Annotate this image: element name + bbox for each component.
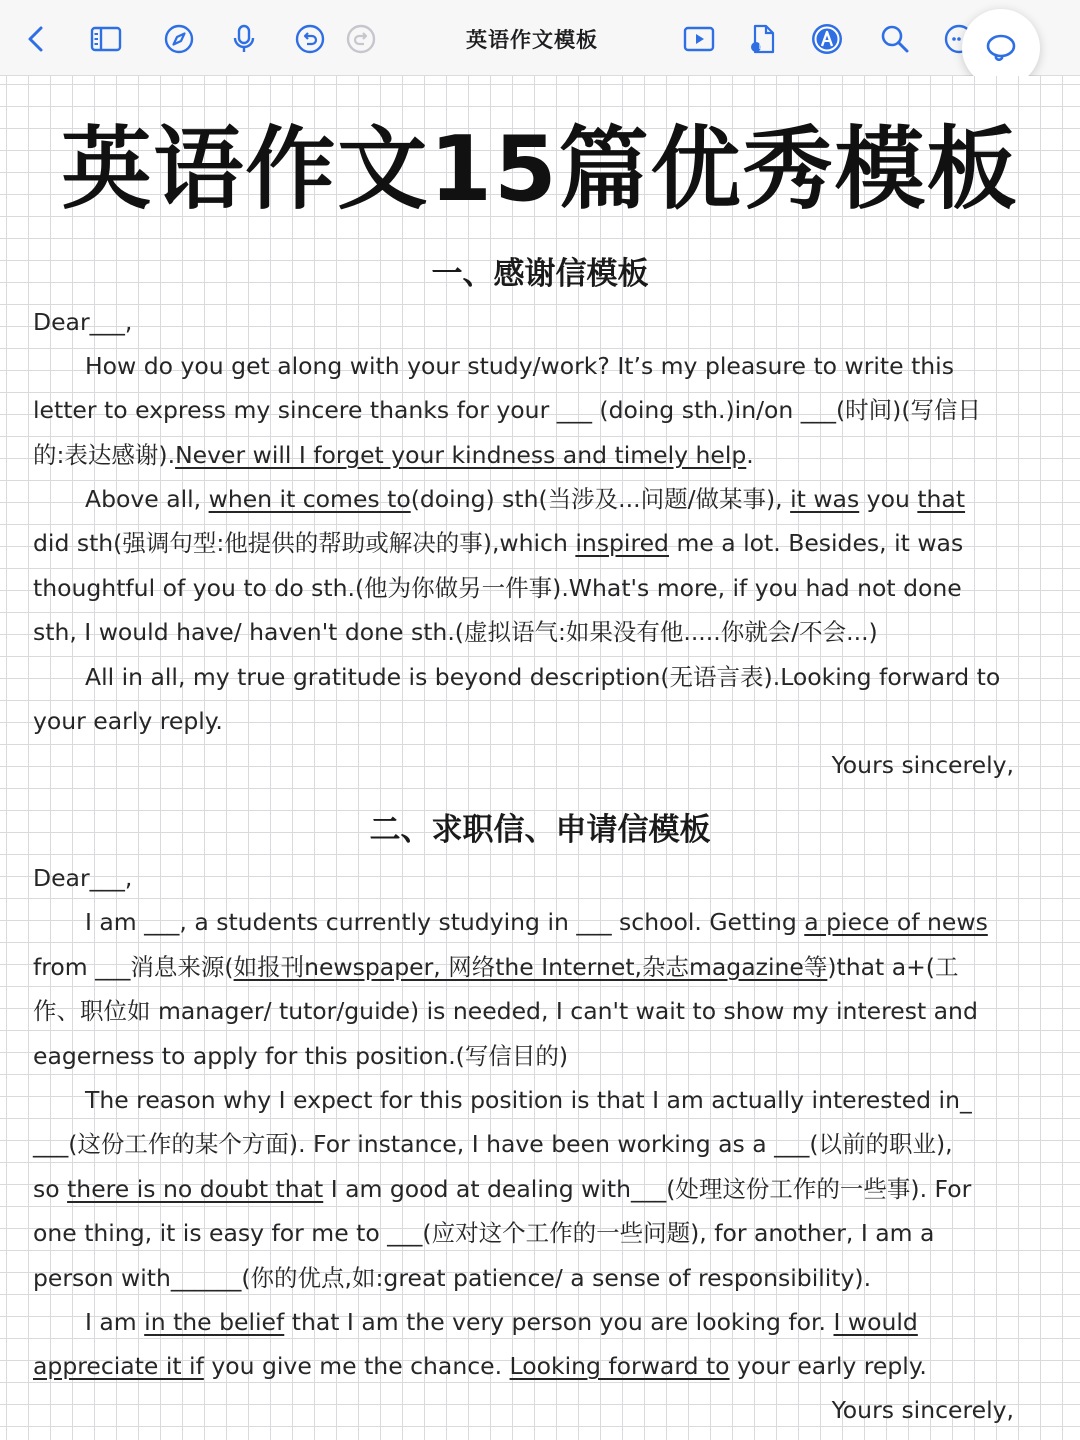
- underlined-phrase: 如报刊newspaper, 网络the Internet,杂志magazine等: [233, 953, 828, 981]
- underlined-phrase: inspired: [575, 529, 669, 557]
- text-span: so: [33, 1175, 68, 1203]
- text-line: [33, 440, 754, 470]
- text-span: that I am the very person you are looking for.: [284, 1308, 834, 1336]
- underlined-phrase: Looking forward to: [509, 1352, 730, 1380]
- text-line: your early reply.: [33, 707, 223, 735]
- toolbar: [0, 0, 1080, 76]
- underlined-phrase: I would: [833, 1308, 918, 1336]
- underlined-phrase: appreciate it if: [33, 1352, 204, 1380]
- text-span: you give me the chance.: [203, 1352, 510, 1380]
- document-page[interactable]: [0, 76, 1080, 1440]
- text-span: .: [746, 441, 754, 469]
- text-line: one thing, it is easy for me to ___(应对这个工作的一些问题), for another, I am a: [33, 1219, 935, 1247]
- text-span: your early reply.: [729, 1352, 927, 1380]
- underlined-phrase: when it comes to: [208, 485, 411, 513]
- text-line: The reason why I expect for this position is that I am actually interested in_: [85, 1086, 972, 1114]
- section-title-application: 二、求职信、申请信模板: [369, 812, 711, 848]
- text-line: [85, 484, 965, 514]
- text-span: I am: [85, 1308, 145, 1336]
- text-span: 的:表达感谢).: [33, 441, 176, 469]
- document-audio-icon[interactable]: [746, 22, 780, 56]
- text-span: Above all,: [85, 485, 209, 513]
- text-line: [85, 1307, 918, 1337]
- text-line: person with______(你的优点,如:great patience/ a sense of responsibility).: [33, 1264, 872, 1292]
- text-span: (doing) sth(当涉及...问题/做某事),: [410, 485, 791, 513]
- underlined-phrase: it was: [790, 485, 860, 513]
- text-span: you: [859, 485, 918, 513]
- pen-circle-icon[interactable]: [810, 22, 844, 56]
- microphone-icon[interactable]: [227, 22, 261, 56]
- text-line: [85, 907, 988, 937]
- text-span: did sth(强调句型:他提供的帮助或解决的事),which: [33, 529, 576, 557]
- signature: Yours sincerely,: [831, 751, 1014, 779]
- text-line: sth, I would have/ haven't done sth.(虚拟语气:如果没有他.....你就会/不会...): [33, 618, 878, 646]
- signature: Yours sincerely,: [831, 1396, 1014, 1424]
- text-span: me a lot. Besides, it was: [668, 529, 964, 557]
- text-line: thoughtful of you to do sth.(他为你做另一件事).What's more, if you had not done: [33, 574, 962, 602]
- underlined-phrase: that: [917, 485, 966, 513]
- text-line: All in all, my true gratitude is beyond description(无语言表).Looking forward to: [85, 663, 1001, 691]
- text-span: I am good at dealing with___(处理这份工作的一些事). For: [323, 1175, 972, 1203]
- play-icon[interactable]: [682, 22, 716, 56]
- underlined-phrase: there is no doubt that: [67, 1175, 324, 1203]
- underlined-phrase: Never will I forget your kindness and timely help: [175, 441, 747, 469]
- text-line: [33, 528, 963, 558]
- text-line: ___(这份工作的某个方面). For instance, I have been working as a ___(以前的职业),: [33, 1130, 953, 1158]
- text-line: letter to express my sincere thanks for your ___ (doing sth.)in/on ___(时间)(写信日: [33, 396, 982, 424]
- search-icon[interactable]: [878, 22, 912, 56]
- text-line: How do you get along with your study/work? It’s my pleasure to write this: [85, 352, 954, 380]
- text-line: [33, 1174, 971, 1204]
- document-title[interactable]: 英语作文模板: [466, 28, 598, 52]
- text-line: eagerness to apply for this position.(写信目的): [33, 1042, 569, 1070]
- sidebar-icon[interactable]: [89, 22, 123, 56]
- text-span: from ___消息来源(: [33, 953, 234, 981]
- text-line: Dear___,: [33, 308, 133, 336]
- text-line: 作、职位如 manager/ tutor/guide) is needed, I can't wait to show my interest and: [33, 997, 978, 1025]
- compass-icon[interactable]: [162, 22, 196, 56]
- text-line: [33, 1351, 927, 1381]
- section-title-thanks: 一、感谢信模板: [431, 256, 649, 292]
- undo-icon[interactable]: [293, 22, 327, 56]
- text-line: Dear___,: [33, 864, 133, 892]
- text-span: I am ___, a students currently studying in ___ school. Getting: [85, 908, 805, 936]
- underlined-phrase: in the belief: [144, 1308, 285, 1336]
- text-line: [33, 952, 958, 982]
- chevron-left-icon[interactable]: [20, 22, 54, 56]
- main-title: 英语作文15篇优秀模板: [61, 117, 1019, 222]
- redo-icon[interactable]: [344, 22, 378, 56]
- underlined-phrase: a piece of news: [804, 908, 988, 936]
- text-span: )that a+(工: [827, 953, 959, 981]
